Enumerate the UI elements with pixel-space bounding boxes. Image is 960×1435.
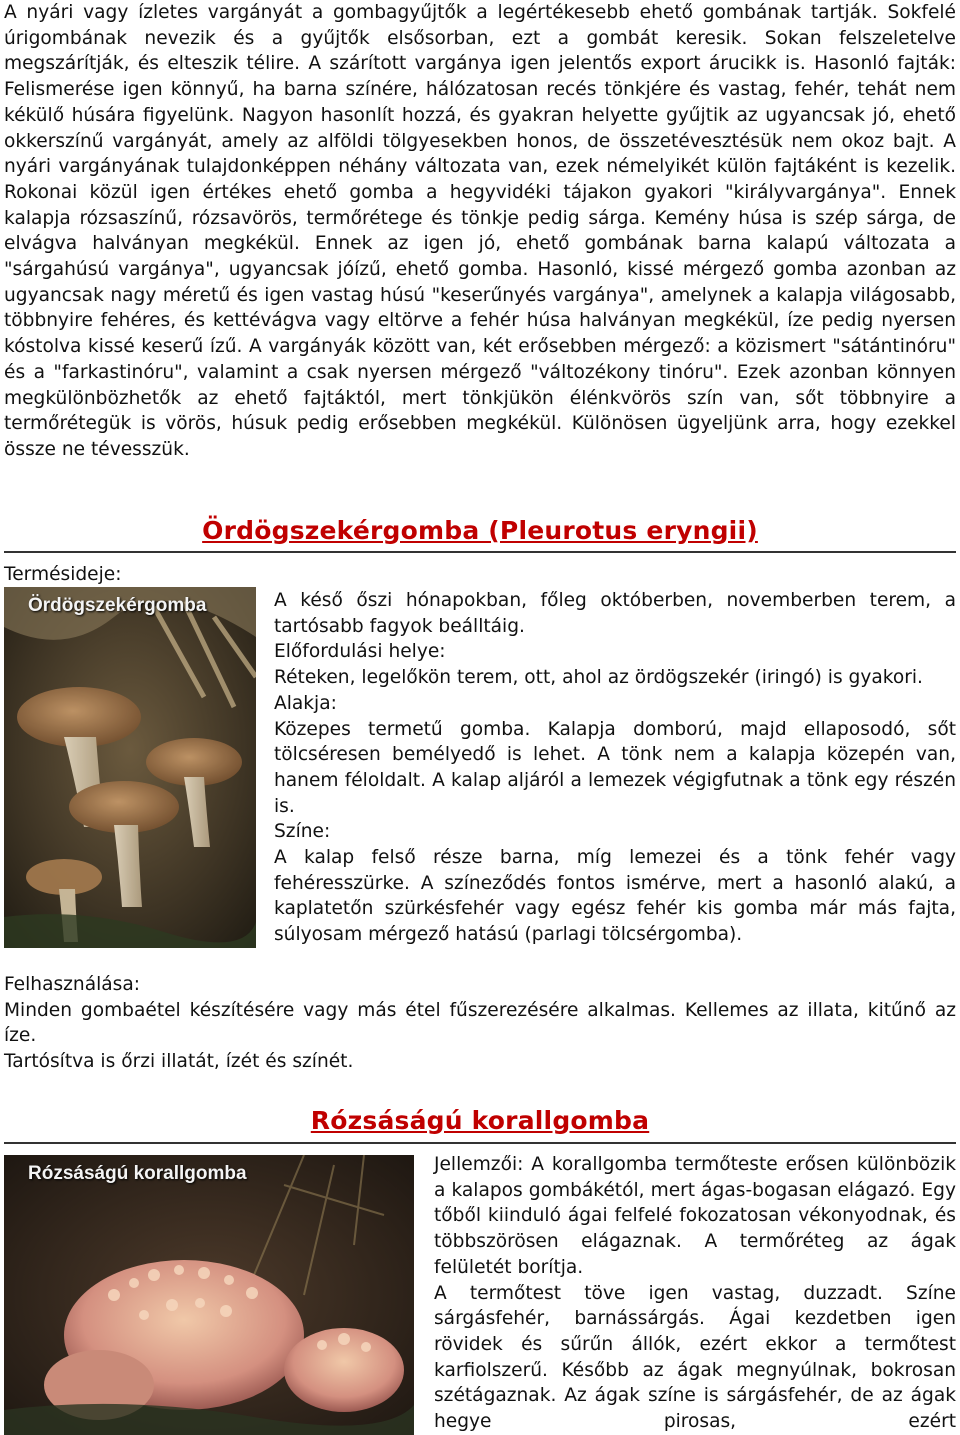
section2-rule [4, 1142, 956, 1144]
shape-label: Alakja: [274, 692, 337, 714]
photo-caption: Ördögszekérgomba [28, 595, 207, 616]
section1-rule [4, 551, 956, 553]
habitat-text: Réteken, legelőkön terem, ott, ahol az ördögszekér (iringó) is gyakori. [274, 667, 923, 689]
section1-title: Ördögszekérgomba (Pleurotus eryngii) [202, 516, 758, 545]
section2-description [434, 1152, 956, 1435]
coral-desc-text: Jellemzői: A korallgomba termőteste erősen különbözik a kalapos gombákétól, mert ágas-bogasan elágazó. Egy tőből kiinduló ágai felfelé fokozatosan vékonyodnak, és többszörösen elágaznak. A termőréteg az ágak felületét borítja. [434, 1154, 956, 1278]
use-label: Felhasználása: [4, 974, 140, 995]
photo-caption: Rózsáságú korallgomba [28, 1163, 247, 1184]
keep-text: Tartósítva is őrzi illatát, ízét és színét. [4, 1051, 354, 1073]
section2-title: Rózsáságú korallgomba [310, 1106, 650, 1135]
section1-description [274, 588, 956, 948]
ordogszeker-photo [4, 587, 256, 948]
color-text: A kalap felső része barna, míg lemezei és a tönk fehér vagy fehéresszürke. A színeződés fontos ismérve, mert a hasonló alakú, a kaplatetőn szürkésfehér vagy egész fehér kis gomba már más fajta, súlyosam mérgező hatású (parlagi tölcsérgomba). [274, 847, 956, 946]
intro-paragraph [4, 0, 956, 463]
habitat-label: Előfordulási helye: [274, 641, 446, 663]
season-label: Termésideje: [4, 564, 122, 585]
mushroom-photo-illustration [4, 587, 256, 948]
usage-section [4, 972, 956, 1075]
use-text: Minden gombaétel készítésére vagy más étel fűszerezésére alkalmas. Kellemes az illata, kitűnő az íze. [4, 999, 956, 1047]
korallgomba-photo [4, 1155, 414, 1435]
color-label: Színe: [274, 821, 331, 843]
coral-desc-text-2: A termőtest töve igen vastag, duzzadt. Színe sárgásfehér, barnássárgás. Ágai kezdetben igen rövidek és sűrűn állók, ezért ekkor a termőtest karfiolszerű. Később az ágak megnyúlnak, bokrosan szétágaznak. Az ágak színe is sárgásfehér, de az ágak hegye pirosas, ezért [434, 1282, 956, 1433]
coral-mushroom-illustration [4, 1155, 414, 1435]
shape-text: Közepes termetű gomba. Kalapja domború, majd ellaposodó, sőt tölcséresen bemélyedő is lehet. A tönk nem a kalapja közepén van, hanem féloldalt. A kalap aljáról a lemezek végigfutnak a tönk egy részén is. [274, 718, 956, 817]
intro-text: A nyári vagy ízletes vargányát a gombagyűjtők a legértékesebb ehető gombának tartják. Sokfelé úrigombának nevezik és a gyűjtők elsősorban, ezt a gombát keresik. Sokan felszeletelve megszárítják, és elteszik télire. A szárított vargánya igen jelentős export árucikk is. Hasonló fajták: Felismerése igen könnyű, ha barna színére, hálózatosan recés tönkjére és vastag, fehér, tehát nem kékülő húsára figyelünk. Nagyon hasonlít hozzá, és gyakran helyette gyűjtik az ugyancsak jó, ehető okkerszínű vargányát, amely az alföldi tölgyesekben honos, de összetévesztésük nem okoz bajt. A nyári vargányának tulajdonképpen néhány változata van, ezek némelyikét külön fajtáként is kezelik. Rokonai közül igen értékes ehető gomba a hegyvidéki tájakon gyakori "királyvargánya". Ennek kalapja rózsaszínű, rózsavörös, termőrétege és tönkje pedig sárga. Kemény húsa is szép sárga, de elvágva halványan megkékül. Ennek az igen jó, ehető gombának barna kalapú változata a "sárgahúsú vargánya", ugyancsak jóízű, ehető gomba. Hasonló, kissé mérgező gomba azonban az ugyancsak nagy méretű és igen vastag húsú "keserűnyés vargánya", amelynek a kalapja világosabb, többnyire fehéres, és kettévágva vagy eltörve a fehér húsa halványan megkékül, íze pedig nyersen kóstolva kissé keserű ízű. A vargányák között van, két erősebben mérgező: a közismert "sátántinóru" és a "farkastinóru", valamint a csak nyersen mérgező "változékony tinóru". Ezek azonban könnyen megkülönbözhetők az ehető fajtáktól, mert tönkjükön élénkvörös szín van, sőt többnyire a termőrétegük is vörös, húsuk pedig erősebben megkékül. Különösen ügyeljünk arra, hogy ezekkel össze ne tévesszük. [4, 2, 956, 460]
season-text: A késő őszi hónapokban, főleg októberben, novemberben terem, a tartósabb fagyok beálltáig. [274, 590, 956, 637]
